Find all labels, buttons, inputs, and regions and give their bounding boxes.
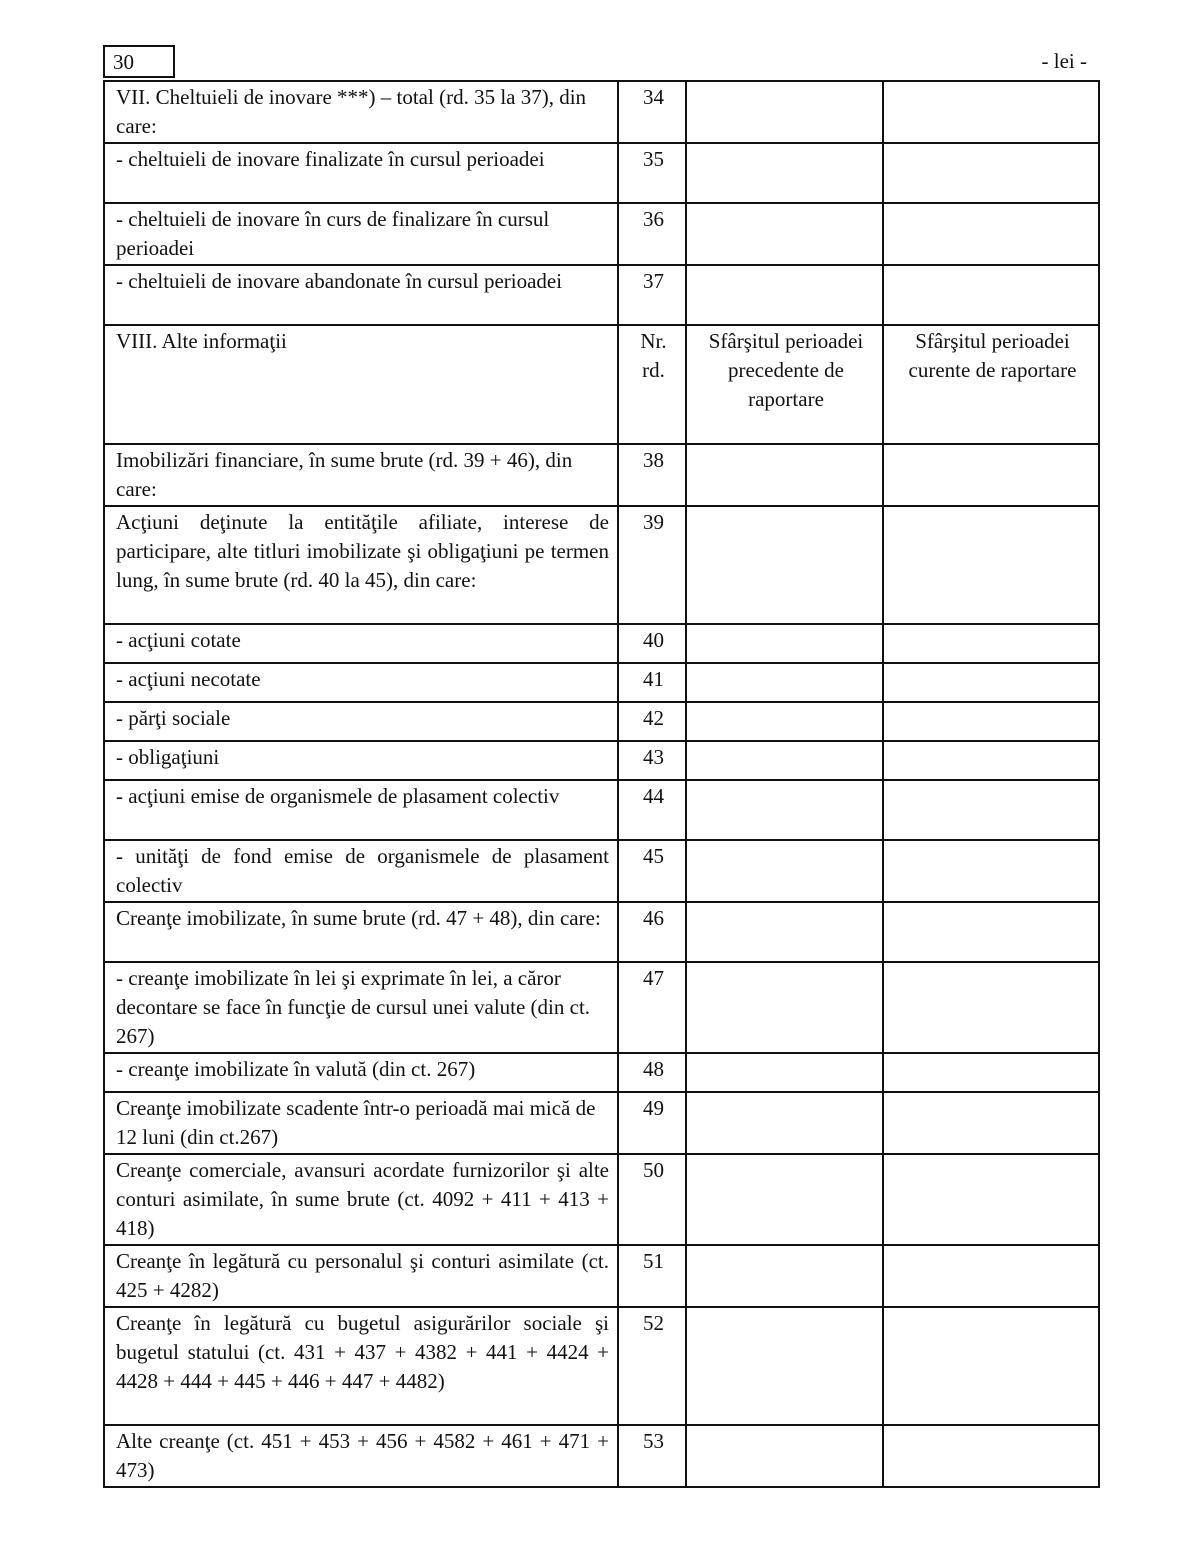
value-cell-current[interactable] — [883, 902, 1099, 962]
value-cell-current[interactable] — [883, 962, 1099, 1053]
row-number: 43 — [618, 741, 686, 780]
value-cell-previous[interactable] — [686, 624, 883, 663]
row-number: 38 — [618, 444, 686, 506]
table-row — [104, 1154, 1099, 1245]
value-cell-current[interactable] — [883, 506, 1099, 624]
value-cell-current[interactable] — [883, 1307, 1099, 1425]
value-cell-current[interactable] — [883, 1092, 1099, 1154]
column-header-previous: Sfârşitul perioadei precedente de raportare — [686, 325, 883, 444]
row-number: 41 — [618, 663, 686, 702]
row-number: 37 — [618, 265, 686, 325]
value-cell-current[interactable] — [883, 1425, 1099, 1487]
value-cell-current[interactable] — [883, 1245, 1099, 1307]
row-label: Creanţe comerciale, avansuri acordate furnizorilor şi alte conturi asimilate, în sume brute (ct. 4092 + 411 + 413 + 418) — [104, 1154, 618, 1245]
row-number: 46 — [618, 902, 686, 962]
table-row — [104, 203, 1099, 265]
section-header-row — [104, 325, 1099, 444]
row-label: - cheltuieli de inovare finalizate în cursul perioadei — [104, 143, 618, 203]
table-row — [104, 780, 1099, 840]
row-number: 42 — [618, 702, 686, 741]
value-cell-current[interactable] — [883, 1154, 1099, 1245]
value-cell-current[interactable] — [883, 702, 1099, 741]
row-label: Imobilizări financiare, în sume brute (rd. 39 + 46), din care: — [104, 444, 618, 506]
row-number: 49 — [618, 1092, 686, 1154]
value-cell-current[interactable] — [883, 840, 1099, 902]
row-label: - părţi sociale — [104, 702, 618, 741]
value-cell-previous[interactable] — [686, 203, 883, 265]
value-cell-current[interactable] — [883, 780, 1099, 840]
value-cell-current[interactable] — [883, 741, 1099, 780]
table-row — [104, 1245, 1099, 1307]
page-number: 30 — [103, 45, 175, 78]
value-cell-current[interactable] — [883, 81, 1099, 143]
row-label: - obligaţiuni — [104, 741, 618, 780]
value-cell-current[interactable] — [883, 624, 1099, 663]
table-row — [104, 1053, 1099, 1092]
row-label: Creanţe imobilizate, în sume brute (rd. 47 + 48), din care: — [104, 902, 618, 962]
row-number: 47 — [618, 962, 686, 1053]
row-label: Creanţe în legătură cu bugetul asigurărilor sociale şi bugetul statului (ct. 431 + 437 + 4382 + 441 + 4424 + 4428 + 444 + 445 + 446 + 447 + 4482) — [104, 1307, 618, 1425]
row-number: 52 — [618, 1307, 686, 1425]
value-cell-previous[interactable] — [686, 962, 883, 1053]
value-cell-previous[interactable] — [686, 741, 883, 780]
currency-label: - lei - — [1041, 49, 1087, 73]
table-row — [104, 444, 1099, 506]
row-number: 51 — [618, 1245, 686, 1307]
value-cell-previous[interactable] — [686, 1425, 883, 1487]
row-label: VII. Cheltuieli de inovare ***) – total (rd. 35 la 37), din care: — [104, 81, 618, 143]
value-cell-previous[interactable] — [686, 265, 883, 325]
value-cell-current[interactable] — [883, 143, 1099, 203]
value-cell-previous[interactable] — [686, 506, 883, 624]
table-row — [104, 265, 1099, 325]
row-number: 48 — [618, 1053, 686, 1092]
value-cell-previous[interactable] — [686, 663, 883, 702]
value-cell-previous[interactable] — [686, 143, 883, 203]
value-cell-previous[interactable] — [686, 780, 883, 840]
value-cell-previous[interactable] — [686, 1307, 883, 1425]
table-row — [104, 962, 1099, 1053]
table-row — [104, 506, 1099, 624]
row-number: 40 — [618, 624, 686, 663]
row-label: - cheltuieli de inovare abandonate în cursul perioadei — [104, 265, 618, 325]
row-label: - creanţe imobilizate în lei şi exprimate în lei, a căror decontare se face în funcţie de cursul unei valute (din ct. 267) — [104, 962, 618, 1053]
row-number: 50 — [618, 1154, 686, 1245]
value-cell-current[interactable] — [883, 663, 1099, 702]
column-header-nr: Nr. rd. — [618, 325, 686, 444]
table-row — [104, 624, 1099, 663]
row-label: Creanţe imobilizate scadente într-o perioadă mai mică de 12 luni (din ct.267) — [104, 1092, 618, 1154]
row-number: 45 — [618, 840, 686, 902]
value-cell-previous[interactable] — [686, 840, 883, 902]
table-row — [104, 902, 1099, 962]
row-label: Creanţe în legătură cu personalul şi conturi asimilate (ct. 425 + 4282) — [104, 1245, 618, 1307]
value-cell-previous[interactable] — [686, 702, 883, 741]
table-row — [104, 81, 1099, 143]
row-label: - creanţe imobilizate în valută (din ct. 267) — [104, 1053, 618, 1092]
table-row — [104, 1425, 1099, 1487]
value-cell-current[interactable] — [883, 444, 1099, 506]
table-row — [104, 663, 1099, 702]
row-number: 53 — [618, 1425, 686, 1487]
row-number: 39 — [618, 506, 686, 624]
row-label: - unităţi de fond emise de organismele de plasament colectiv — [104, 840, 618, 902]
column-header-current: Sfârşitul perioadei curente de raportare — [883, 325, 1099, 444]
row-number: 44 — [618, 780, 686, 840]
value-cell-previous[interactable] — [686, 1053, 883, 1092]
financial-info-table — [103, 80, 1100, 1488]
table-row — [104, 702, 1099, 741]
row-label: - acţiuni cotate — [104, 624, 618, 663]
value-cell-previous[interactable] — [686, 902, 883, 962]
row-label: Acţiuni deţinute la entităţile afiliate, interese de participare, alte titluri imobilizate şi obligaţiuni pe termen lung, în sume brute (rd. 40 la 45), din care: — [104, 506, 618, 624]
table-row — [104, 1307, 1099, 1425]
table-row — [104, 840, 1099, 902]
table-row — [104, 143, 1099, 203]
value-cell-current[interactable] — [883, 265, 1099, 325]
section-title: VIII. Alte informaţii — [104, 325, 618, 444]
row-label: - acţiuni necotate — [104, 663, 618, 702]
row-number: 34 — [618, 81, 686, 143]
value-cell-current[interactable] — [883, 1053, 1099, 1092]
row-number: 36 — [618, 203, 686, 265]
value-cell-previous[interactable] — [686, 81, 883, 143]
value-cell-previous[interactable] — [686, 1245, 883, 1307]
row-label: - cheltuieli de inovare în curs de finalizare în cursul perioadei — [104, 203, 618, 265]
value-cell-previous[interactable] — [686, 1154, 883, 1245]
table-row — [104, 1092, 1099, 1154]
row-label: Alte creanţe (ct. 451 + 453 + 456 + 4582 + 461 + 471 + 473) — [104, 1425, 618, 1487]
table-row — [104, 741, 1099, 780]
row-label: - acţiuni emise de organismele de plasament colectiv — [104, 780, 618, 840]
value-cell-previous[interactable] — [686, 1092, 883, 1154]
row-number: 35 — [618, 143, 686, 203]
value-cell-previous[interactable] — [686, 444, 883, 506]
value-cell-current[interactable] — [883, 203, 1099, 265]
